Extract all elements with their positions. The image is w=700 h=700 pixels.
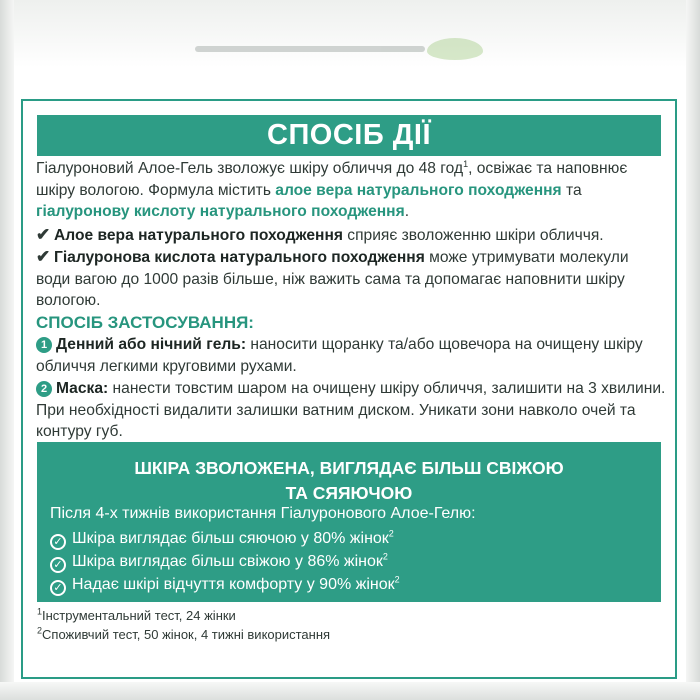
result-text: Надає шкірі відчуття комфорту у 90% жінок bbox=[72, 576, 395, 593]
benefit-item bbox=[36, 224, 666, 247]
footnote-ref: 2 bbox=[382, 551, 388, 562]
brand-logo-mirrored bbox=[195, 38, 485, 60]
footnote-text: Інструментальний тест, 24 жінки bbox=[42, 608, 236, 623]
results-box bbox=[37, 442, 661, 602]
step-number-badge: 1 bbox=[36, 337, 52, 353]
circle-check-icon: ✓ bbox=[50, 557, 66, 573]
intro-text-4: . bbox=[404, 203, 410, 220]
benefit-item bbox=[36, 246, 666, 312]
intro-highlight-hyaluronic: гіалуронову кислоту натурального походження bbox=[36, 203, 405, 220]
circle-check-icon: ✓ bbox=[50, 580, 66, 596]
package-top-flap bbox=[0, 0, 700, 96]
benefit-bold: Алое вера натурального походження bbox=[54, 227, 343, 244]
package-left-edge bbox=[0, 0, 14, 700]
footnote-ref: 1 bbox=[463, 158, 469, 169]
intro-highlight-aloe: алое вера натурального походження bbox=[275, 181, 562, 199]
leaf-logo-icon bbox=[427, 38, 483, 60]
brand-wordmark-shape bbox=[195, 46, 425, 52]
benefit-bold: Гіалуронова кислота натурального походження bbox=[54, 249, 425, 266]
benefit-text: може утримувати молекули води вагою до 1000 разів більше, ніж важить сама та допомагає наповнити шкіру вологою. bbox=[36, 249, 629, 309]
usage-title: СПОСІБ ЗАСТОСУВАННЯ: bbox=[36, 313, 254, 332]
result-text: Шкіра виглядає більш сяючою у 80% жінок bbox=[72, 530, 389, 547]
results-title bbox=[37, 456, 661, 506]
footnote-marker: 1 bbox=[37, 606, 43, 617]
step-text: нанести товстим шаром на очищену шкіру обличчя, залишити на 3 хвилини. При необхідності видалити залишки ватним диском. Уникати зони навколо очей та контуру губ. bbox=[36, 380, 666, 440]
checkmark-icon: ✔ bbox=[36, 247, 51, 266]
results-title-line-2: ТА СЯЯЮЧОЮ bbox=[285, 483, 413, 503]
result-item bbox=[50, 529, 394, 550]
usage-step bbox=[36, 378, 666, 443]
result-text: Шкіра виглядає більш свіжою у 86% жінок bbox=[72, 553, 383, 570]
benefit-text: сприяє зволоженню шкіри обличчя. bbox=[342, 227, 604, 244]
footnote bbox=[37, 608, 236, 623]
intro-text-2: , освіжає та наповнює шкіру вологою. Формула містить bbox=[36, 160, 628, 199]
step-number-badge: 2 bbox=[36, 381, 52, 397]
intro-paragraph bbox=[36, 158, 666, 223]
footnote-ref: 2 bbox=[388, 528, 394, 539]
step-bold: Денний або нічний гель: bbox=[56, 336, 247, 353]
circle-check-icon: ✓ bbox=[50, 534, 66, 550]
package-right-edge bbox=[686, 0, 700, 700]
usage-step bbox=[36, 334, 666, 377]
results-intro: Після 4-х тижнів використання Гіалуронового Алое-Гелю: bbox=[50, 505, 476, 522]
intro-text-1: Гіалуроновий Алое-Гель зволожує шкіру обличчя до 48 год bbox=[36, 160, 464, 177]
footnote-ref: 2 bbox=[394, 574, 400, 585]
intro-text-3: та bbox=[561, 181, 582, 199]
checkmark-icon: ✔ bbox=[36, 225, 51, 244]
package-bottom-edge bbox=[0, 682, 700, 700]
footnote bbox=[37, 627, 330, 642]
result-item bbox=[50, 552, 388, 573]
step-bold: Маска: bbox=[56, 380, 109, 397]
step-text: наносити щоранку та/або щовечора на очищену шкіру обличчя легкими круговими рухами. bbox=[36, 336, 643, 375]
footnote-text: Споживчий тест, 50 жінок, 4 тижні використання bbox=[42, 627, 331, 642]
result-item bbox=[50, 575, 400, 596]
results-title-line-1: ШКІРА ЗВОЛОЖЕНА, ВИГЛЯДАЄ БІЛЬШ СВІЖОЮ bbox=[134, 458, 564, 478]
footnote-marker: 2 bbox=[37, 625, 43, 636]
section-title-banner: СПОСІБ ДІЇ bbox=[37, 115, 661, 156]
